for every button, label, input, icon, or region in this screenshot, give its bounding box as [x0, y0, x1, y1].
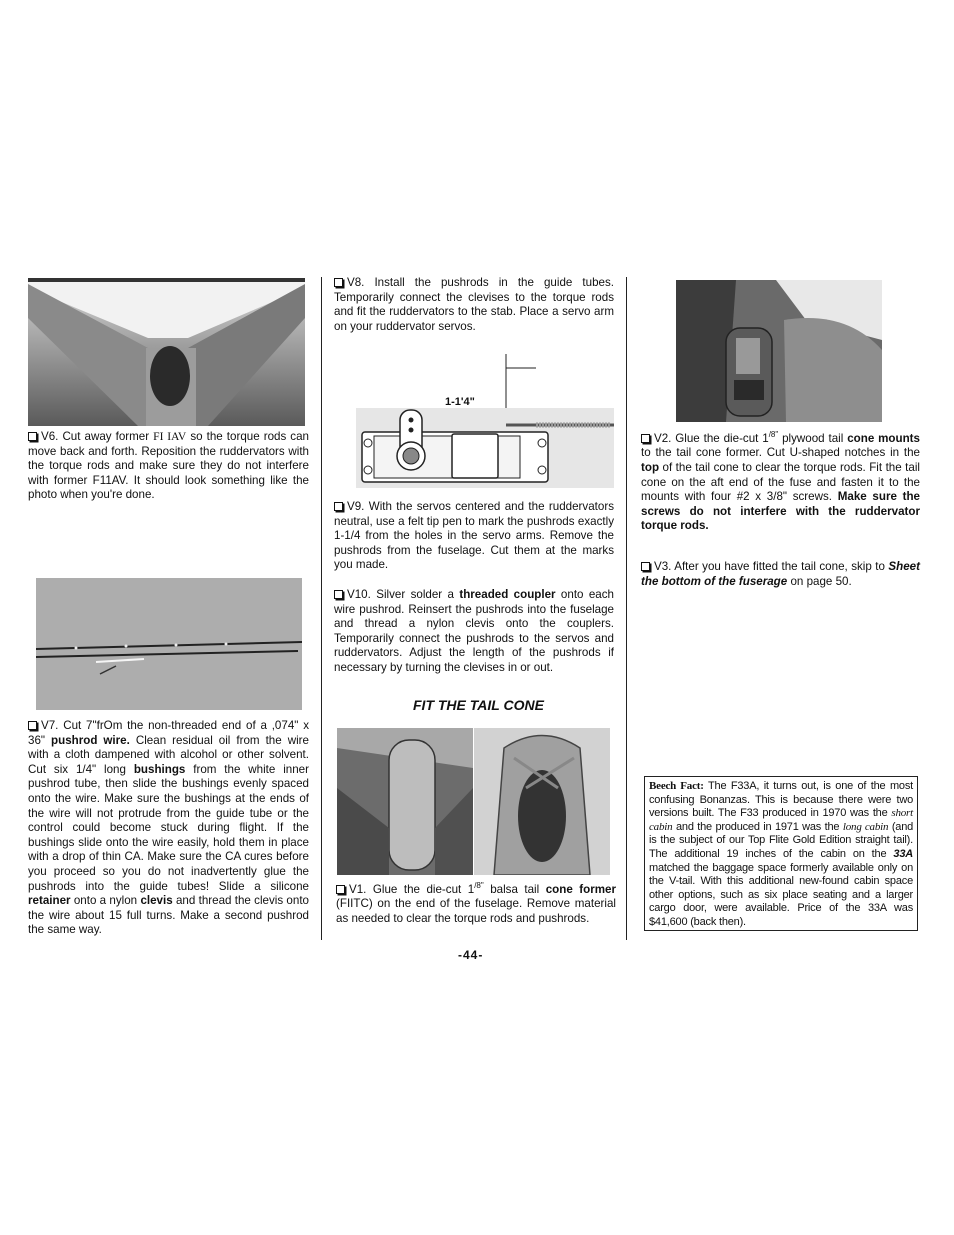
photo-v7-pushrods [36, 578, 302, 710]
diagram-dimension-label: 1-1'4" [445, 396, 475, 408]
photo-v1-tail-cone-right [474, 728, 610, 875]
checkbox-v1[interactable] [336, 885, 345, 894]
step-v8: V8. Install the pushrods in the guide tubes. Temporarily connect the clevises to the torque rods and fit the ruddervators to the stab. Place a servo arm on your ruddervator servos. [334, 276, 614, 333]
checkbox-v6[interactable] [28, 432, 37, 441]
step-v1: V1. Glue the die-cut $1^{/8"}$ balsa tail cone former (FIITC) on the end of the fuselage. Remove material as needed to clear the torque rods and pushrods. [336, 881, 616, 926]
photo-v6-former [28, 278, 305, 426]
photo-v2-tail-cone-mounts [676, 280, 882, 422]
checkbox-v7[interactable] [28, 721, 37, 730]
column-divider-left [321, 277, 322, 940]
page-number: -44- [458, 948, 484, 962]
step-v2: V2. Glue the die-cut $1^{/8"}$ plywood tail cone mounts to the tail cone former. Cut U-shaped notches in the top of the tail cone to clear the torque rods. Fit the tail cone on the aft end of the fuse and fasten it to the mounts with four #2 x 3/8" screws. Make sure the screws do not interfere with the ruddervator torque rods. [641, 430, 920, 533]
checkbox-v9[interactable] [334, 502, 343, 511]
checkbox-v10[interactable] [334, 590, 343, 599]
step-v10: V10. Silver solder a threaded coupler onto each wire pushrod. Reinsert the pushrods into the fuselage and thread a nylon clevis onto the couplers. Temporarily connect the pushrods to the servos and ruddervators. Adjust the length of the pushrods if necessary by turning the clevises in or out. [334, 588, 614, 674]
photo-v1-tail-cone-left [337, 728, 473, 875]
beech-fact-box: Beech Fact: The F33A, it turns out, is one of the most confusing Bonanzas. This is because there were two versions built. The F33 produced in 1970 was the short cabin and the produced in 1971 was the long cabin (and is the subject of our Top Flite Gold Edition straight tail). The additional 19 inches of the cabin on the 33A matched the baggage space formerly available only on the V-tail. With this additional new-found cabin space other options, such as six place seating and a larger cargo door, were available. Price of the 33A was $41,600 (back then). [644, 776, 918, 931]
step-v7: V7. Cut 7"frOm the non-threaded end of a ,074" x 36" pushrod wire. Clean residual oil from the wire with a cloth dampened with alcohol or other solvent. Cut six 1/4" long bushings from the white inner pushrod tube, then slide the bushings evenly spaced onto the wire. Make sure the bushings at the ends of the wire will not protrude from the guide tube or the control could become stuck during flight. If the bushings slide onto the wire easily, hold them in place with a drop of thin CA. Make sure the CA cures before you proceed so you do not inadvertently glue the pushrods into the guide tubes! Slide a silicone retainer onto a nylon clevis and thread the clevis onto the wire about 15 full turns. Make a second pushrod the same way. [28, 719, 309, 937]
section-heading: FIT THE TAIL CONE [413, 697, 544, 713]
checkbox-v3[interactable] [641, 562, 650, 571]
step-v6: V6. Cut away former FI IAV so the torque rods can move back and forth. Reposition the ruddervators with the torque rods and make sure they do not interfere with former F11AV. It should look something like the photo when you're done. [28, 430, 309, 502]
servo-diagram [356, 350, 616, 490]
column-divider-right [626, 277, 627, 940]
step-v9: V9. With the servos centered and the ruddervators neutral, use a felt tip pen to mark the pushrods exactly 1-1/4 from the holes in the servo arms. Remove the pushrods from the fuselage. Cut them at the marks you made. [334, 500, 614, 572]
checkbox-v8[interactable] [334, 278, 343, 287]
checkbox-v2[interactable] [641, 434, 650, 443]
step-v3: V3. After you have fitted the tail cone, skip to Sheet the bottom of the fuserage on page 50. [641, 560, 920, 588]
